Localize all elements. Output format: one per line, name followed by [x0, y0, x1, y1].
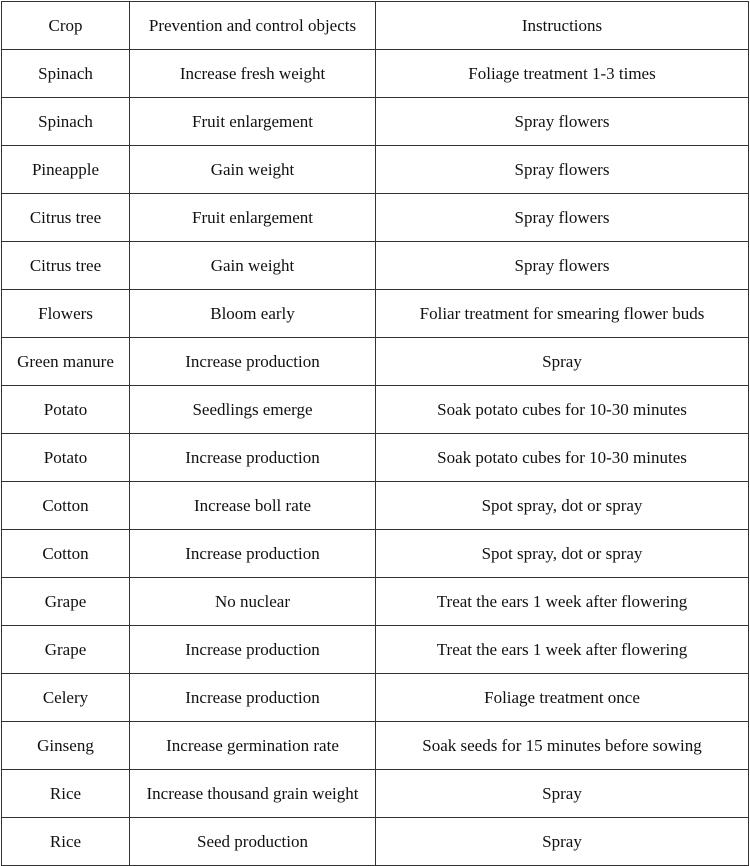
cell-crop: Grape [2, 578, 130, 626]
table-row [2, 338, 749, 386]
cell-instructions: Soak potato cubes for 10-30 minutes [376, 386, 749, 434]
header-instructions: Instructions [376, 2, 749, 50]
cell-instructions: Spot spray, dot or spray [376, 530, 749, 578]
cell-objective: Increase production [130, 674, 376, 722]
cell-instructions: Spray flowers [376, 194, 749, 242]
header-prevention-objects: Prevention and control objects [130, 2, 376, 50]
cell-instructions: Spot spray, dot or spray [376, 482, 749, 530]
table-row [2, 578, 749, 626]
table-row [2, 434, 749, 482]
cell-objective: Seedlings emerge [130, 386, 376, 434]
cell-instructions: Spray flowers [376, 98, 749, 146]
cell-objective: Bloom early [130, 290, 376, 338]
table-row [2, 194, 749, 242]
cell-objective: Gain weight [130, 146, 376, 194]
cell-objective: Increase production [130, 530, 376, 578]
cell-instructions: Spray [376, 770, 749, 818]
table-row [2, 50, 749, 98]
cell-crop: Spinach [2, 50, 130, 98]
cell-instructions: Foliage treatment 1-3 times [376, 50, 749, 98]
cell-instructions: Spray flowers [376, 242, 749, 290]
table-row [2, 98, 749, 146]
cell-crop: Spinach [2, 98, 130, 146]
cell-crop: Green manure [2, 338, 130, 386]
cell-crop: Pineapple [2, 146, 130, 194]
cell-instructions: Foliage treatment once [376, 674, 749, 722]
table-row [2, 818, 749, 866]
table-header [2, 2, 749, 50]
cell-instructions: Soak seeds for 15 minutes before sowing [376, 722, 749, 770]
cell-objective: Increase production [130, 434, 376, 482]
cell-objective: Increase fresh weight [130, 50, 376, 98]
cell-objective: Increase thousand grain weight [130, 770, 376, 818]
cell-crop: Cotton [2, 482, 130, 530]
table-row [2, 146, 749, 194]
cell-instructions: Foliar treatment for smearing flower buds [376, 290, 749, 338]
crop-treatment-table [1, 1, 749, 866]
cell-objective: Increase boll rate [130, 482, 376, 530]
cell-crop: Rice [2, 818, 130, 866]
cell-instructions: Spray [376, 818, 749, 866]
cell-objective: Seed production [130, 818, 376, 866]
cell-crop: Celery [2, 674, 130, 722]
cell-crop: Citrus tree [2, 242, 130, 290]
crop-treatment-table-container [1, 1, 748, 857]
table-row [2, 530, 749, 578]
cell-crop: Grape [2, 626, 130, 674]
cell-objective: Increase production [130, 626, 376, 674]
table-row [2, 242, 749, 290]
cell-instructions: Spray [376, 338, 749, 386]
cell-instructions: Soak potato cubes for 10-30 minutes [376, 434, 749, 482]
table-row [2, 722, 749, 770]
table-row [2, 770, 749, 818]
header-row [2, 2, 749, 50]
table-row [2, 482, 749, 530]
header-crop: Crop [2, 2, 130, 50]
cell-instructions: Spray flowers [376, 146, 749, 194]
cell-instructions: Treat the ears 1 week after flowering [376, 626, 749, 674]
cell-crop: Flowers [2, 290, 130, 338]
cell-crop: Citrus tree [2, 194, 130, 242]
table-row [2, 626, 749, 674]
cell-objective: Fruit enlargement [130, 194, 376, 242]
cell-crop: Potato [2, 434, 130, 482]
cell-crop: Potato [2, 386, 130, 434]
cell-objective: Fruit enlargement [130, 98, 376, 146]
table-row [2, 674, 749, 722]
cell-crop: Rice [2, 770, 130, 818]
table-row [2, 386, 749, 434]
cell-objective: No nuclear [130, 578, 376, 626]
cell-crop: Ginseng [2, 722, 130, 770]
cell-instructions: Treat the ears 1 week after flowering [376, 578, 749, 626]
cell-objective: Gain weight [130, 242, 376, 290]
table-body [2, 50, 749, 866]
cell-objective: Increase germination rate [130, 722, 376, 770]
cell-objective: Increase production [130, 338, 376, 386]
cell-crop: Cotton [2, 530, 130, 578]
table-row [2, 290, 749, 338]
